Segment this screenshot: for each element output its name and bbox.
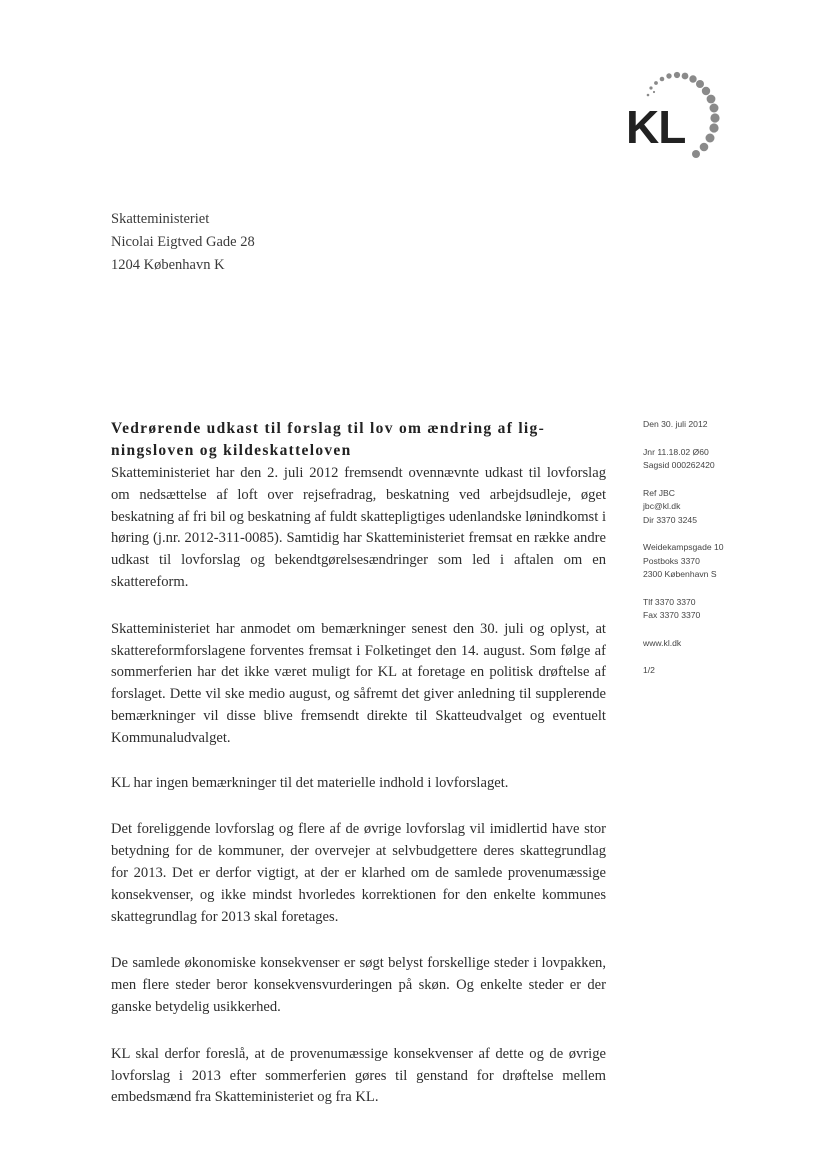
letter-metadata [643,418,783,678]
body-paragraph: Det foreliggende lovforslag og flere af de øvrige lovforslag vil imidlertid have stor betydning for de kommuner, der overvejer at selvbudgettere deres skattegrundlag for 2013. Det er derfor vigtigt, at der er klarhed om de samlede provenumæssige konsekvenser, og ikke mindst hvorledes korrektionen for den enkelte kommunes skattegrundlag for 2013 skal foretages. [111,821,606,925]
telephone: Tlf 3370 3370 [643,596,696,607]
sender-postbox: Postboks 3370 [643,555,700,566]
subject-line-1: Vedrørende udkast til forslag til lov om ændring af lig- [111,420,546,437]
case-id: Sagsid 000262420 [643,460,715,470]
recipient-street: Nicolai Eigtved Gade 28 [111,234,255,250]
letter-body [111,463,606,1134]
recipient-name: Skatteministeriet [111,211,210,227]
sender-city: 2300 København S [643,569,717,579]
body-paragraph: De samlede økonomiske konsekvenser er søgt belyst forskellige steder i lovpakken, men flere steder beror konsekvensvurderingen på skøn. Og enkelte steder er der ganske betydelig usikkerhed. [111,955,606,1015]
letter-date: Den 30. juli 2012 [643,419,708,429]
website: www.kl.dk [643,637,682,648]
recipient-address [111,208,255,277]
body-paragraph: KL har ingen bemærkninger til det materielle indhold i lovforslaget. [111,774,509,791]
body-paragraph: Skatteministeriet har den 2. juli 2012 fremsendt ovennævnte udkast til lovforslag om nedsættelse af loft over rejsefradrag, beskatning ved arbejdsudleje, øget beskatning af fri bil og beskatning af fuldt skattepligtiges udenlandske lønindkomst i høring (j.nr. 2012-311-0085). Samtidig har Skatteministeriet fremsat en række andre udkast til lovforslag og bekendtgørelsesændringer som led i aftalen om en skattereform. [111,465,606,590]
body-paragraph: KL skal derfor foreslå, at de provenumæssige konsekvenser af dette og de øvrige lovforslag i 2013 efter sommerferien gøres til genstand for drøftelse mellem embedsmænd fra Skatteministeriet og fra KL. [111,1045,606,1106]
reference: Ref JBC [643,487,675,498]
recipient-city: 1204 København K [111,257,225,273]
journal-number: Jnr 11.18.02 Ø60 [643,446,709,457]
body-paragraph: Skatteministeriet har anmodet om bemærkninger senest den 30. juli og oplyst, at skattereformforslagene forventes fremsat i Folketinget den 14. august. Som følge af sommerferien har det ikke været muligt for KL at foretage en politisk drøftelse af forslaget. Dette vil ske medio august, og såfremt det giver anledning til supplerende bemærkninger vil disse blive fremsendt direkte til Skatteudvalget og eventuelt Kommunaludvalget. [111,620,606,746]
subject-line-2: ningsloven og kildeskatteloven [111,442,352,459]
page-number: 1/2 [643,665,655,675]
contact-email: jbc@kl.dk [643,501,681,511]
sender-street: Weidekampsgade 10 [643,542,724,552]
direct-phone: Dir 3370 3245 [643,514,697,525]
kl-logo-text: KL [626,101,686,153]
fax: Fax 3370 3370 [643,610,701,620]
letter-subject [111,418,601,462]
kl-logo [618,70,730,166]
